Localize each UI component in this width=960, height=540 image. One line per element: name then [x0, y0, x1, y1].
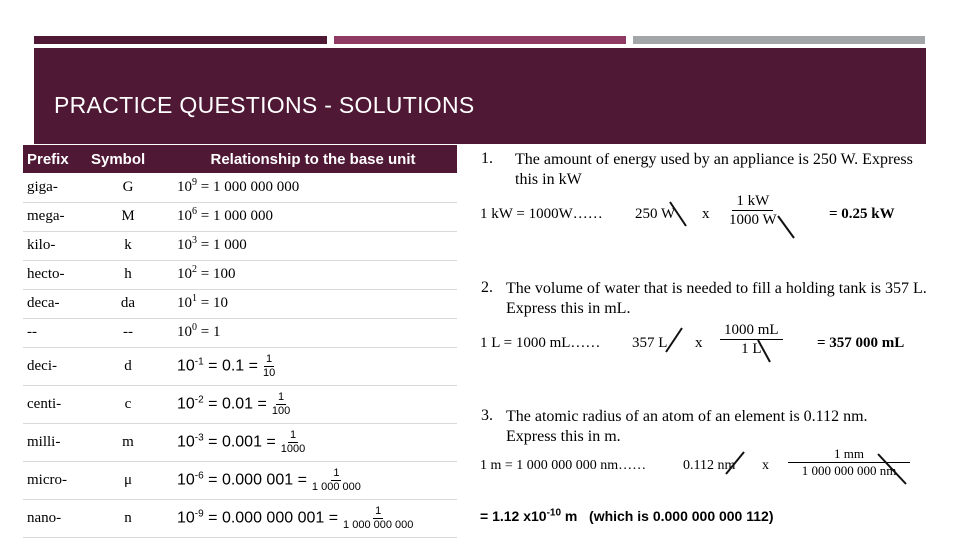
power-value: = 1	[197, 324, 221, 340]
power-base: 10	[177, 178, 192, 195]
header-prefix: Prefix	[23, 145, 87, 173]
symbol-cell: da	[87, 289, 169, 318]
symbol-cell: n	[87, 499, 169, 537]
q2-text: The volume of water that is needed to fill a holding tank is 357 L. Express this in mL.	[506, 280, 927, 317]
q3-text: The atomic radius of an atom of an element is 0.112 nm. Express this in m.	[506, 408, 868, 445]
prefix-cell: micro-	[23, 461, 87, 499]
fraction-denominator: 1 000 000 000	[343, 518, 414, 531]
prefix-cell: kilo-	[23, 231, 87, 260]
power-exponent: 0	[192, 322, 197, 333]
power-exponent: 9	[192, 176, 197, 188]
table-row	[23, 202, 457, 231]
power-value: = 1 000	[197, 237, 247, 253]
power-exponent: -2	[194, 393, 204, 405]
fraction-denominator: 100	[271, 404, 291, 417]
power-base: 10	[177, 471, 195, 489]
relationship-cell	[169, 202, 457, 231]
symbol-cell: G	[87, 173, 169, 202]
q2-cancel-mark-2	[756, 338, 772, 364]
power-exponent: 2	[192, 264, 197, 275]
symbol-cell: m	[87, 423, 169, 461]
q2-frac-num: 1000 mL	[720, 321, 783, 340]
table-row	[23, 423, 457, 461]
q2-number: 2.	[481, 279, 493, 296]
table-row	[23, 318, 457, 347]
symbol-cell: h	[87, 260, 169, 289]
q3-cancel-mark-2	[876, 452, 908, 486]
symbol-cell: k	[87, 231, 169, 260]
power-exponent: 1	[192, 293, 197, 304]
power-value: = 1 000 000 000	[197, 178, 300, 195]
power-base: 10	[177, 433, 195, 451]
q1-frac-num: 1 kW	[732, 192, 773, 211]
fraction-denominator: 1000	[280, 442, 306, 455]
prefix-cell: deca-	[23, 289, 87, 318]
fraction	[341, 505, 415, 532]
relationship-cell	[169, 499, 457, 537]
page-title: PRACTICE QUESTIONS - SOLUTIONS	[54, 92, 475, 118]
fraction-numerator: 1	[266, 352, 273, 365]
relationship-cell	[169, 289, 457, 318]
fraction	[310, 467, 363, 494]
prefix-cell: --	[23, 318, 87, 347]
power-value: = 0.1 =	[203, 357, 258, 375]
title-banner	[34, 48, 926, 144]
q1-fraction	[725, 192, 781, 229]
q1-number: 1.	[481, 150, 493, 167]
symbol-cell: c	[87, 385, 169, 423]
q3-lhs: 1 m = 1 000 000 000 nm……	[480, 458, 647, 473]
prefix-cell: giga-	[23, 173, 87, 202]
header-symbol: Symbol	[87, 145, 169, 173]
power-base: 10	[177, 266, 192, 282]
power-exponent: 3	[192, 235, 197, 246]
q2-result: = 357 000 mL	[817, 335, 905, 351]
table-row	[23, 385, 457, 423]
power-value: = 10	[197, 295, 228, 311]
power-base: 10	[177, 208, 192, 224]
symbol-cell: M	[87, 202, 169, 231]
power-value: = 0.01 =	[203, 395, 267, 413]
prefix-cell: centi-	[23, 385, 87, 423]
table-row	[23, 260, 457, 289]
fraction-numerator: 1	[277, 390, 285, 403]
q2-times: x	[695, 335, 703, 351]
table-row	[23, 231, 457, 260]
table-row	[23, 461, 457, 499]
q3-frac-den: 1 000 000 000 nm	[801, 463, 897, 478]
relationship-cell	[169, 423, 457, 461]
q1-cancel-mark	[668, 200, 688, 228]
fraction	[279, 429, 307, 456]
prefix-cell: nano-	[23, 499, 87, 537]
fraction-numerator: 1	[375, 504, 382, 517]
q1-times: x	[702, 206, 710, 222]
power-base: 10	[177, 395, 195, 413]
q3-number: 3.	[481, 407, 493, 424]
q3-result-exp: -10	[546, 507, 562, 519]
power-value: = 0.000 000 001 =	[203, 509, 339, 527]
table-header-row	[23, 145, 457, 173]
prefix-cell: hecto-	[23, 260, 87, 289]
relationship-cell	[169, 231, 457, 260]
relationship-cell	[169, 318, 457, 347]
table-row	[23, 173, 457, 202]
power-exponent: 6	[192, 206, 197, 217]
power-base: 10	[177, 237, 192, 253]
q1-value: 250 W	[635, 206, 676, 222]
power-exponent: -1	[194, 355, 204, 367]
accent-bar-2	[334, 36, 626, 44]
q2-fraction	[720, 321, 783, 358]
q2-value: 357 L	[632, 335, 668, 351]
power-value: = 100	[197, 266, 236, 282]
q1-text: The amount of energy used by an appliance is 250 W. Express this in kW	[515, 151, 913, 188]
symbol-cell: d	[87, 347, 169, 385]
relationship-cell	[169, 173, 457, 202]
header-relationship: Relationship to the base unit	[169, 145, 457, 173]
fraction	[270, 391, 292, 418]
q3-value: 0.112 nm	[683, 458, 736, 473]
accent-bar-1	[34, 36, 327, 44]
q3-result-unit: m	[561, 508, 578, 524]
table-row	[23, 289, 457, 318]
q3-frac-num: 1 mm	[788, 446, 910, 463]
table-body	[23, 173, 457, 537]
prefix-cell: deci-	[23, 347, 87, 385]
relationship-cell	[169, 385, 457, 423]
relationship-cell	[169, 260, 457, 289]
fraction-numerator: 1	[333, 466, 340, 479]
relationship-cell	[169, 461, 457, 499]
accent-bar-3	[633, 36, 925, 44]
power-base: 10	[177, 295, 192, 311]
symbol-cell: μ	[87, 461, 169, 499]
q2-lhs: 1 L = 1000 mL……	[480, 335, 601, 351]
power-base: 10	[177, 509, 195, 527]
symbol-cell: --	[87, 318, 169, 347]
fraction-numerator: 1	[289, 428, 297, 441]
power-base: 10	[177, 357, 195, 375]
q3-result-note: (which is 0.000 000 000 112)	[589, 508, 774, 524]
power-exponent: -3	[194, 431, 204, 443]
q2-frac-den: 1 L	[741, 341, 762, 357]
power-base: 10	[177, 324, 192, 340]
power-exponent: -9	[194, 507, 204, 519]
q3-times: x	[762, 458, 769, 473]
power-value: = 1 000 000	[197, 208, 273, 224]
table-row	[23, 499, 457, 537]
fraction-denominator: 1 000 000	[311, 480, 361, 493]
power-value: = 0.000 001 =	[203, 471, 307, 489]
q1-lhs: 1 kW = 1000W……	[480, 206, 603, 222]
q3-result	[480, 508, 774, 524]
q2-cancel-mark	[664, 326, 684, 354]
q3-result-main: = 1.12 x10	[480, 508, 547, 524]
q3-cancel-mark	[724, 450, 746, 476]
q1-frac-den: 1000 W	[729, 212, 777, 228]
prefix-table	[23, 145, 457, 538]
fraction	[261, 353, 277, 380]
prefix-cell: milli-	[23, 423, 87, 461]
prefix-cell: mega-	[23, 202, 87, 231]
q1-result: = 0.25 kW	[829, 206, 895, 222]
table-row	[23, 347, 457, 385]
fraction-denominator: 10	[262, 366, 276, 379]
power-exponent: -6	[194, 469, 204, 481]
q1-cancel-mark-2	[776, 214, 796, 240]
relationship-cell	[169, 347, 457, 385]
power-value: = 0.001 =	[203, 433, 276, 451]
